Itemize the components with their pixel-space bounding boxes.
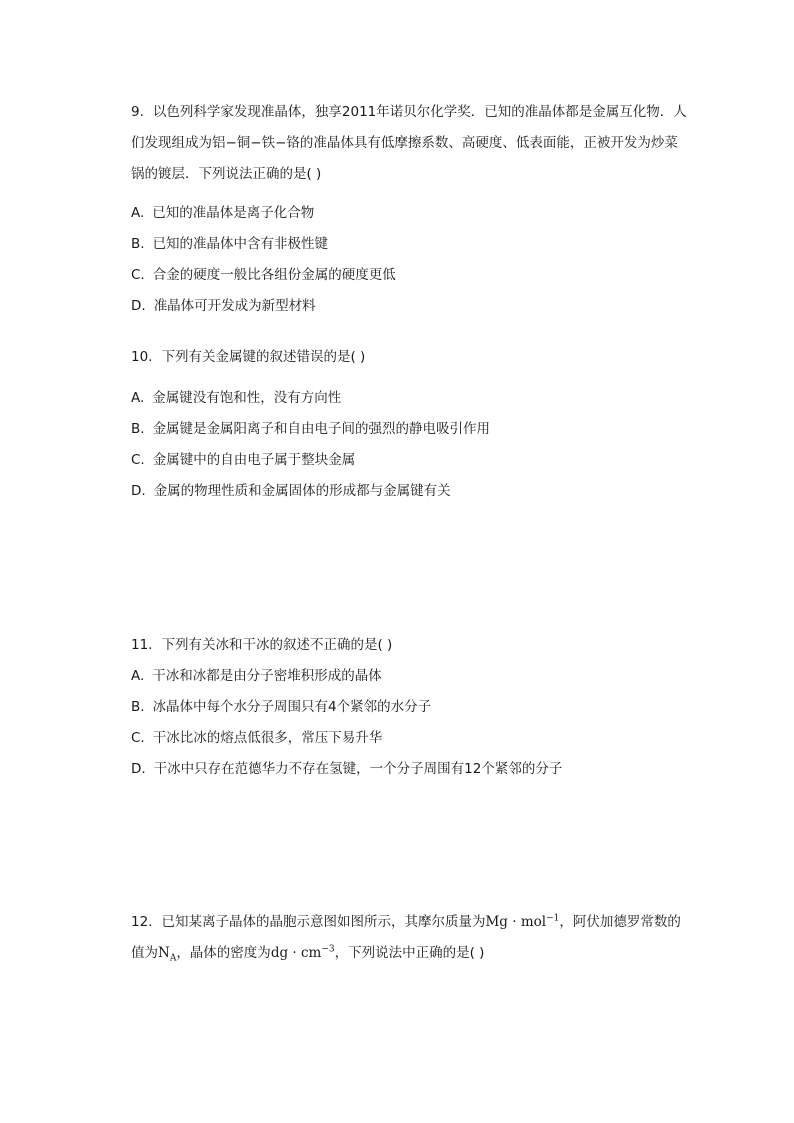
stem-line: 下列有关金属键的叙述错误的是( )	[161, 349, 366, 365]
avogadro-constant: $N_A$	[158, 945, 177, 964]
question-12	[131, 907, 691, 969]
stem-line: 下列有关冰和干冰的叙述不正确的是( )	[161, 637, 393, 653]
question-9	[131, 97, 691, 322]
option-a: A. 金属键没有饱和性，没有方向性	[131, 390, 342, 406]
stem-line: 锅的镀层．下列说法正确的是( )	[131, 166, 322, 182]
option-a: A. 已知的准晶体是离子化合物	[131, 205, 315, 221]
option-c: C. 金属键中的自由电子属于整块金属	[131, 452, 356, 468]
option-c: C. 干冰比冰的熔点低很多，常压下易升华	[131, 730, 383, 746]
options-list	[131, 198, 691, 322]
option-a: A. 干冰和冰都是由分子密堆积形成的晶体	[131, 668, 382, 684]
question-number: 11.	[131, 637, 153, 653]
question-stem: 12. 已知某离子晶体的晶胞示意图如图所示，其摩尔质量为Mg · mol$^{-1}$，阿伏加德罗常数的 值为$N_A$，晶体的密度为dg · $cm^{-3}$，下列说法中正确的是( )	[131, 913, 681, 964]
density-unit: dg · $cm^{-3}$	[270, 944, 335, 961]
question-number: 9.	[131, 104, 144, 120]
option-c: C. 合金的硬度一般比各组份金属的硬度更低	[131, 267, 396, 283]
option-d: D. 干冰中只存在范德华力不存在氢键，一个分子周围有12个紧邻的分子	[131, 761, 563, 777]
options-list	[131, 661, 691, 785]
question-stem	[131, 97, 691, 190]
question-stem	[131, 630, 691, 661]
option-b: B. 已知的准晶体中含有非极性键	[131, 236, 329, 252]
question-number: 10.	[131, 349, 153, 365]
question-11	[131, 630, 691, 785]
option-b: B. 冰晶体中每个水分子周围只有4个紧邻的水分子	[131, 699, 432, 715]
question-number: 12.	[131, 914, 153, 930]
question-10	[131, 342, 691, 507]
stem-line: 以色列科学家发现准晶体，独享2011年诺贝尔化学奖．已知的准晶体都是金属互化物．人	[152, 104, 687, 120]
option-d: D. 金属的物理性质和金属固体的形成都与金属键有关	[131, 483, 451, 499]
option-d: D. 准晶体可开发成为新型材料	[131, 298, 316, 314]
option-b: B. 金属键是金属阳离子和自由电子间的强烈的静电吸引作用	[131, 421, 491, 437]
options-list	[131, 383, 691, 507]
question-stem	[131, 342, 691, 373]
molar-mass-unit: Mg · mol$^{-1}$	[485, 913, 560, 930]
stem-line: 们发现组成为铝−铜−铁−铬的准晶体具有低摩擦系数、高硬度、低表面能，正被开发为炒菜	[131, 135, 678, 151]
